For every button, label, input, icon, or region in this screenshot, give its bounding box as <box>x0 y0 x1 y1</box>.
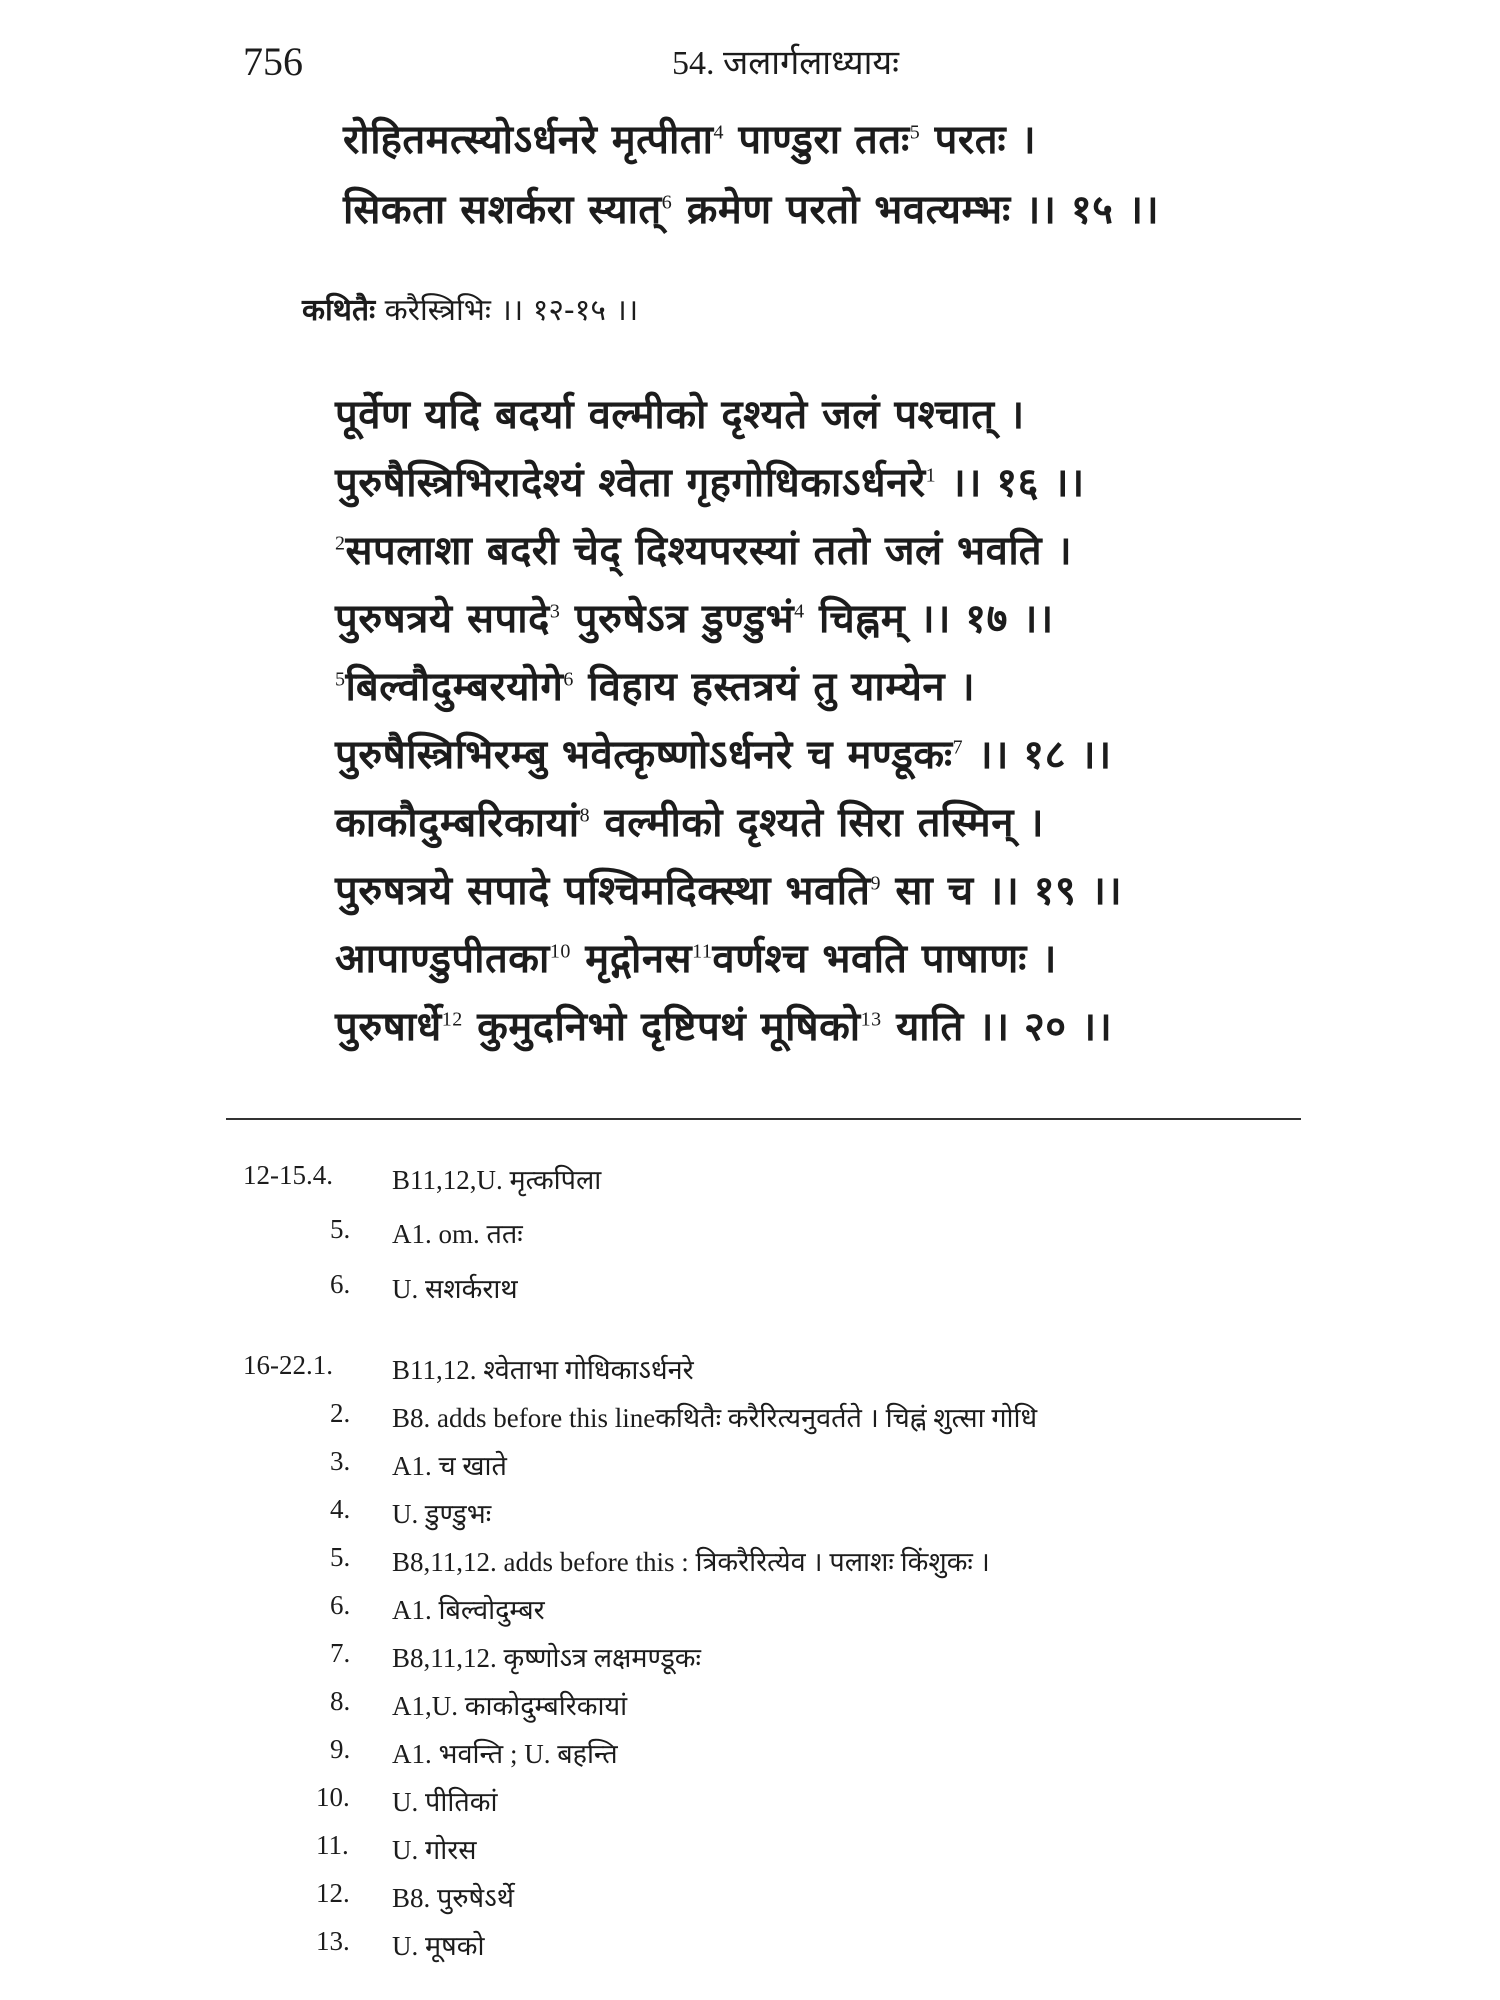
footnote-number: 4. <box>330 1494 351 1524</box>
commentary-label: कथितैः <box>302 293 376 328</box>
footnote-item: A1. बिल्वोदुम्बर <box>392 1595 545 1625</box>
footnote-group-label: 12-15.4. <box>243 1160 333 1190</box>
page-number: 756 <box>243 39 303 84</box>
footnote-number: 9. <box>330 1734 351 1764</box>
footnote-number: 10. <box>316 1782 350 1812</box>
footnote-number: 11. <box>316 1830 349 1860</box>
verse-line: पुरुषैस्त्रिभिरादेश्यं श्वेता गृहगोधिकाऽर्धनरे$^1$ ।। १६ ।। <box>335 460 1085 506</box>
footnote-number: 7. <box>330 1638 351 1668</box>
verse-line: काकौदुम्बरिकायां$^8$ वल्मीको दृश्यते सिरा तस्मिन् । <box>335 800 1044 846</box>
footnote-item: U. गोरस <box>392 1835 477 1865</box>
commentary-text: करैस्त्रिभिः ।। १२-१५ ।। <box>375 293 639 328</box>
footnote-item: U. सशर्कराथ <box>392 1274 518 1304</box>
footnote-item: B8. adds before this lineकथितैः करैरित्यनुवर्तते । चिह्नं शुत्सा गोधि <box>392 1403 1038 1433</box>
footnote-item: U. पीतिकां <box>392 1787 498 1817</box>
footnote-divider <box>226 1118 1301 1120</box>
footnote-item: B8,11,12. adds before this : त्रिकरैरित्येव । पलाशः किंशुकः । <box>392 1547 990 1577</box>
commentary <box>302 288 638 329</box>
footnote-number: 6. <box>330 1590 351 1620</box>
footnote-item: B11,12,U. मृत्कपिला <box>392 1165 602 1195</box>
verse-line: पूर्वेण यदि बदर्या वल्मीको दृश्यते जलं पश्चात् । <box>335 392 1025 438</box>
footnote-group-label: 16-22.1. <box>243 1350 333 1380</box>
verse-line: पुरुषत्रये सपादे पश्चिमदिक्स्था भवति$^9$ सा च ।। १९ ।। <box>335 868 1123 914</box>
verse-line: सिकता सशर्करा स्यात्$^6$ क्रमेण परतो भवत्यम्भः ।। १५ ।। <box>343 187 1160 233</box>
footnote-item: A1,U. काकोदुम्बरिकायां <box>392 1691 628 1721</box>
verse-line: पुरुषत्रये सपादे$^3$ पुरुषेऽत्र डुण्डुभं$^4$ चिह्नम् ।। १७ ।। <box>335 596 1054 642</box>
footnote-number: 5. <box>330 1542 351 1572</box>
verse-line: $^5$बिल्वौदुम्बरयोगे$^6$ विहाय हस्तत्रयं तु याम्येन । <box>335 664 976 710</box>
footnote-number: 5. <box>330 1214 351 1244</box>
footnote-item: B11,12. श्वेताभा गोधिकाऽर्धनरे <box>392 1355 694 1385</box>
footnote-item: U. मूषको <box>392 1931 485 1961</box>
footnote-item: A1. च खाते <box>392 1451 507 1481</box>
footnote-number: 13. <box>316 1926 350 1956</box>
footnote-item: A1. भवन्ति ; U. बहन्ति <box>392 1739 618 1769</box>
footnote-item: A1. om. ततः <box>392 1219 523 1249</box>
footnote-item: B8,11,12. कृष्णोऽत्र लक्षमण्डूकः <box>392 1643 701 1673</box>
footnote-number: 3. <box>330 1446 351 1476</box>
chapter-title: 54. जलार्गलाध्यायः <box>672 45 899 82</box>
footnote-number: 6. <box>330 1269 351 1299</box>
verse-line: पुरुषैस्त्रिभिरम्बु भवेत्कृष्णोऽर्धनरे च मण्डूकः$^7$ ।। १८ ।। <box>335 732 1112 778</box>
verse-line: $^2$सपलाशा बदरी चेद् दिश्यपरस्यां ततो जलं भवति । <box>335 528 1073 574</box>
footnote-item: B8. पुरुषेऽर्थे <box>392 1883 514 1913</box>
verse-line: आपाण्डुपीतका$^{10}$ मृद्गोनस$^{11}$वर्णश्च भवति पाषाणः । <box>335 936 1057 982</box>
footnote-number: 12. <box>316 1878 350 1908</box>
verse-line: पुरुषार्धे$^{12}$ कुमुदनिभो दृष्टिपथं मूषिको$^{13}$ याति ।। २० ।। <box>335 1004 1113 1050</box>
verse-line: रोहितमत्स्योऽर्धनरे मृत्पीता$^4$ पाण्डुरा ततः$^5$ परतः । <box>343 117 1037 163</box>
footnote-item: U. डुण्डुभः <box>392 1499 492 1529</box>
footnote-number: 8. <box>330 1686 351 1716</box>
footnote-number: 2. <box>330 1398 351 1428</box>
